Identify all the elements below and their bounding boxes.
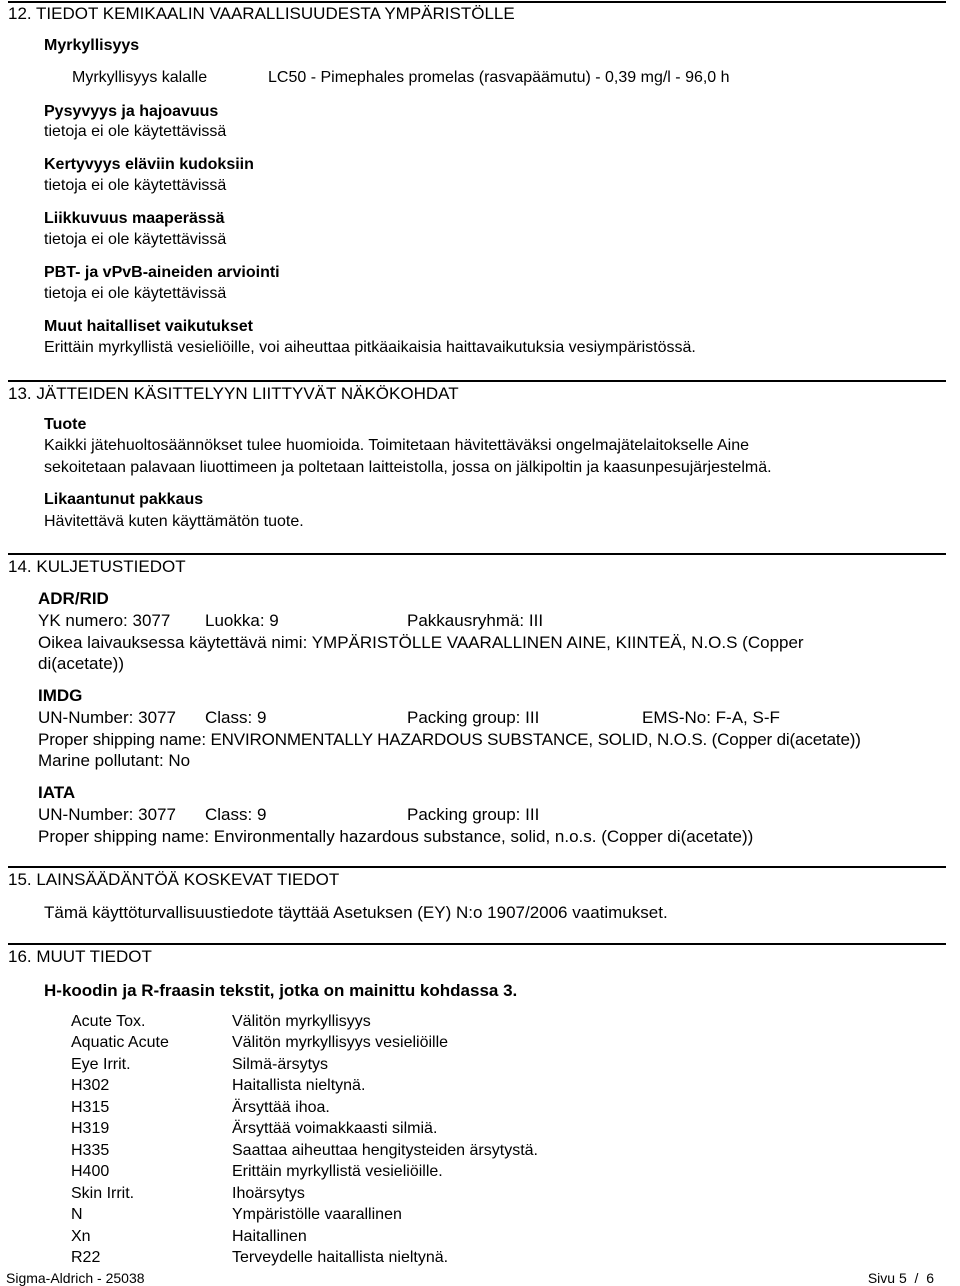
adr-shipping-name-line1: Oikea laivauksessa käytettävä nimi: YMPÄRISTÖLLE VAARALLINEN AINE, KIINTEÄ, N.O.S (Copper xyxy=(38,633,804,652)
code-term: H400 xyxy=(71,1163,110,1180)
code-term: N xyxy=(71,1206,83,1223)
code-description: Haitallista nieltynä. xyxy=(232,1077,366,1094)
code-description: Silmä-ärsytys xyxy=(232,1056,329,1073)
imdg-marine-pollutant: Marine pollutant: No xyxy=(38,751,191,770)
code-term: Acute Tox. xyxy=(71,1013,146,1030)
bioaccumulation-text: tietoja ei ole käytettävissä xyxy=(44,177,227,194)
fish-toxicity-label: Myrkyllisyys kalalle xyxy=(72,69,208,86)
persistence-title: Pysyvyys ja hajoavuus xyxy=(44,103,219,120)
section-16-heading: 16. MUUT TIEDOT xyxy=(8,947,152,966)
imdg-shipping-name: Proper shipping name: ENVIRONMENTALLY HAZARDOUS SUBSTANCE, SOLID, N.O.S. (Copper di(acetate)) xyxy=(38,730,861,749)
regulation-text: Tämä käyttöturvallisuustiedote täyttää Asetuksen (EY) N:o 1907/2006 vaatimukset. xyxy=(44,903,668,922)
code-term: H302 xyxy=(71,1077,110,1094)
adr-yk-number: YK numero: 3077 xyxy=(38,611,171,630)
adr-packing-group: Pakkausryhmä: III xyxy=(407,611,544,630)
section-divider xyxy=(8,380,946,382)
imdg-ems-number: EMS-No: F-A, S-F xyxy=(642,708,780,727)
other-effects-text: Erittäin myrkyllistä vesieliöille, voi aiheuttaa pitkäaikaisia haittavaikutuksia vesiympäristössä. xyxy=(44,339,696,356)
mobility-title: Liikkuvuus maaperässä xyxy=(44,210,225,227)
product-text-line2: sekoitetaan palavaan liuottimeen ja poltetaan laitteistolla, jossa on jälkipoltin ja kaasunpesujärjestelmä. xyxy=(44,459,772,476)
imdg-un-number: UN-Number: 3077 xyxy=(38,708,176,727)
code-description: Ärsyttää voimakkaasti silmiä. xyxy=(232,1120,438,1137)
section-divider xyxy=(8,943,946,945)
fish-toxicity-value: LC50 - Pimephales promelas (rasvapäämutu) - 0,39 mg/l - 96,0 h xyxy=(268,69,730,86)
iata-shipping-name: Proper shipping name: Environmentally hazardous substance, solid, n.o.s. (Copper di(acetate)) xyxy=(38,827,754,846)
code-description: Saattaa aiheuttaa hengitysteiden ärsytystä. xyxy=(232,1142,538,1159)
product-text-line1: Kaikki jätehuoltosäännökset tulee huomioida. Toimitetaan hävitettäväksi ongelmajätelaitokselle Aine xyxy=(44,437,750,454)
code-term: Aquatic Acute xyxy=(71,1034,169,1051)
code-term: H315 xyxy=(71,1099,110,1116)
iata-packing-group: Packing group: III xyxy=(407,805,540,824)
other-effects-title: Muut haitalliset vaikutukset xyxy=(44,318,253,335)
code-description: Haitallinen xyxy=(232,1228,307,1245)
section-12-heading: 12. TIEDOT KEMIKAALIN VAARALLISUUDESTA YMPÄRISTÖLLE xyxy=(8,4,515,23)
pbt-text: tietoja ei ole käytettävissä xyxy=(44,285,227,302)
footer-page-number: Sivu 5 / 6 xyxy=(867,1270,934,1286)
imdg-class: Class: 9 xyxy=(205,708,267,727)
code-term: R22 xyxy=(71,1249,101,1266)
code-description: Välitön myrkyllisyys vesieliöille xyxy=(232,1034,449,1051)
code-description: Erittäin myrkyllistä vesieliöille. xyxy=(232,1163,443,1180)
toxicity-title: Myrkyllisyys xyxy=(44,37,140,54)
section-divider xyxy=(8,1,946,3)
adr-shipping-name-line2: di(acetate)) xyxy=(38,654,124,673)
code-description: Ihoärsytys xyxy=(232,1185,305,1202)
code-description: Terveydelle haitallista nieltynä. xyxy=(232,1249,449,1266)
section-divider xyxy=(8,866,946,868)
imdg-title: IMDG xyxy=(38,686,83,705)
packaging-text: Hävitettävä kuten käyttämätön tuote. xyxy=(44,513,304,530)
pbt-title: PBT- ja vPvB-aineiden arviointi xyxy=(44,264,280,281)
iata-class: Class: 9 xyxy=(205,805,267,824)
persistence-text: tietoja ei ole käytettävissä xyxy=(44,123,227,140)
code-description: Ympäristölle vaarallinen xyxy=(232,1206,402,1223)
section-14-heading: 14. KULJETUSTIEDOT xyxy=(8,557,186,576)
code-term: Xn xyxy=(71,1228,91,1245)
mobility-text: tietoja ei ole käytettävissä xyxy=(44,231,227,248)
imdg-packing-group: Packing group: III xyxy=(407,708,540,727)
section-divider xyxy=(8,553,946,555)
code-term: H319 xyxy=(71,1120,110,1137)
section-15-heading: 15. LAINSÄÄDÄNTÖÄ KOSKEVAT TIEDOT xyxy=(8,870,340,889)
bioaccumulation-title: Kertyvyys eläviin kudoksiin xyxy=(44,156,254,173)
code-description: Ärsyttää ihoa. xyxy=(232,1099,330,1116)
adr-title: ADR/RID xyxy=(38,589,109,608)
section-13-heading: 13. JÄTTEIDEN KÄSITTELYYN LIITTYVÄT NÄKÖKOHDAT xyxy=(8,384,459,403)
iata-un-number: UN-Number: 3077 xyxy=(38,805,176,824)
codes-subheading: H-koodin ja R-fraasin tekstit, jotka on mainittu kohdassa 3. xyxy=(44,981,518,1000)
code-term: Skin Irrit. xyxy=(71,1185,135,1202)
code-term: Eye Irrit. xyxy=(71,1056,131,1073)
packaging-title: Likaantunut pakkaus xyxy=(44,491,204,508)
code-description: Välitön myrkyllisyys xyxy=(232,1013,371,1030)
product-title: Tuote xyxy=(44,416,87,433)
adr-class: Luokka: 9 xyxy=(205,611,279,630)
footer-source: Sigma-Aldrich - 25038 xyxy=(6,1270,145,1286)
iata-title: IATA xyxy=(38,783,76,802)
code-term: H335 xyxy=(71,1142,110,1159)
